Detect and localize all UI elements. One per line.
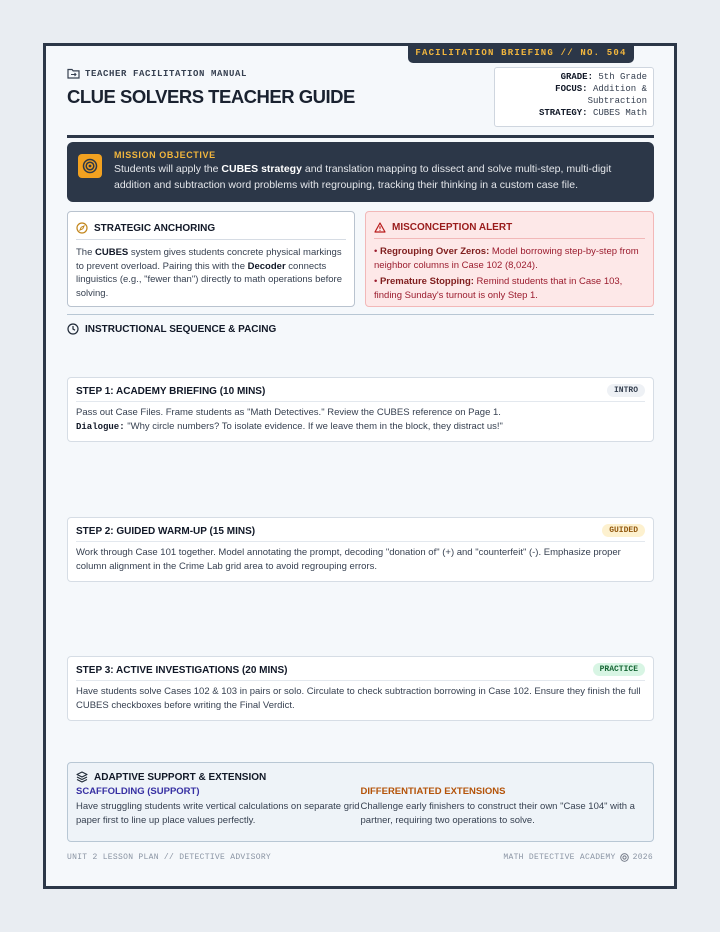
step-card-1 (67, 377, 654, 442)
dialogue-label: Dialogue: (76, 421, 125, 432)
support-heading (76, 771, 645, 783)
lesson-meta (494, 67, 654, 127)
manual-label-text: TEACHER FACILITATION MANUAL (85, 68, 248, 79)
misconception-item-2-text: Remind students that in Case 103, finding Sunday's turnout is only Step 1. (374, 276, 623, 301)
briefing-tab: FACILITATION BRIEFING // NO. 504 (408, 43, 634, 63)
target-icon (78, 154, 102, 178)
step-badge: PRACTICE (593, 663, 645, 676)
misconception-item-1-bold: Regrouping Over Zeros: (379, 246, 490, 257)
sequence-heading (67, 323, 276, 335)
mission-objective-panel (67, 142, 654, 202)
adaptive-support-panel (67, 762, 654, 842)
anchoring-heading (76, 222, 346, 240)
support-heading-text: ADAPTIVE SUPPORT & EXTENSION (94, 771, 267, 783)
extensions-column (361, 786, 646, 828)
mission-text-bold: CUBES strategy (221, 163, 302, 175)
mission-heading: MISSION OBJECTIVE (114, 150, 216, 160)
step-dialogue (76, 420, 645, 435)
folder-icon (67, 68, 80, 79)
anchoring-t2: system gives students concrete physical markings to prevent overload. Pairing this with the (76, 247, 342, 272)
focus-value-1: Addition & (592, 84, 647, 94)
focus-value-2: Subtraction (587, 96, 647, 106)
scaffolding-column (76, 786, 361, 828)
header-divider (67, 135, 654, 138)
clock-icon (67, 323, 79, 335)
sequence-heading-text: INSTRUCTIONAL SEQUENCE & PACING (85, 323, 277, 335)
strategic-anchoring-card (67, 211, 355, 307)
warning-triangle-icon (374, 222, 386, 233)
focus-label: FOCUS: (555, 84, 588, 94)
anchoring-t1: The (76, 247, 96, 258)
misconception-item-1-text: Model borrowing step-by-step from neighbor columns in Case 102 (8,024). (374, 246, 639, 271)
anchoring-b2: Decoder (247, 260, 286, 272)
misconception-heading (374, 222, 645, 239)
manual-label (67, 68, 247, 79)
mission-text (114, 162, 649, 193)
sequence-divider (67, 314, 654, 315)
step-card-3 (67, 656, 654, 721)
step-divider (76, 680, 645, 681)
step-title: STEP 2: GUIDED WARM-UP (15 MINS) (76, 526, 256, 537)
grade-label: GRADE: (560, 72, 593, 82)
step-text: Have students solve Cases 102 & 103 in pairs or solo. Circulate to check subtraction borrowing in Case 102. Ensure they finish the full CUBES checkboxes before writing the Final Verdict. (76, 686, 641, 711)
step-text: Pass out Case Files. Frame students as "Math Detectives." Review the CUBES reference on Page 1. (76, 407, 501, 418)
footer-year: 2026 (632, 853, 653, 862)
support-columns (76, 786, 645, 828)
step-title: STEP 1: ACADEMY BRIEFING (10 MINS) (76, 386, 266, 397)
mission-text-2: and translation mapping to dissect and solve multi-step, multi-digit addition and subtraction word problems with regrouping, tracking their thinking in a custom case file. (114, 163, 612, 191)
guide-page (43, 43, 677, 889)
scaffolding-text: Have struggling students write vertical calculations on separate grid paper first to line up place values perfectly. (76, 801, 360, 826)
extensions-heading: DIFFERENTIATED EXTENSIONS (360, 786, 506, 797)
dialogue-text: "Why circle numbers? To isolate evidence. If we leave them in the block, they distract us!" (124, 420, 503, 432)
strategy-label: STRATEGY: (538, 108, 588, 118)
footer-brand: MATH DETECTIVE ACADEMY (503, 853, 616, 862)
footer-right (503, 853, 653, 862)
scaffolding-heading: SCAFFOLDING (SUPPORT) (76, 786, 200, 797)
badge-icon (620, 853, 629, 862)
step-divider (76, 541, 645, 542)
step-divider (76, 401, 645, 402)
strategy-value: CUBES Math (592, 108, 647, 118)
anchoring-t3: connects linguistics (e.g., "fewer than") directly to math operations before solving. (76, 260, 343, 299)
step-text: Work through Case 101 together. Model annotating the prompt, decoding "donation of" (+) and "counterfeit" (-). Emphasize proper column alignment in the Crime Lab grid area to avoid regrouping errors. (76, 547, 621, 572)
misconception-alert-card (365, 211, 654, 307)
mission-text-1: Students will apply the (114, 163, 222, 175)
page-title: CLUE SOLVERS TEACHER GUIDE (67, 86, 355, 107)
compass-icon (76, 222, 88, 234)
anchoring-b1: CUBES (95, 247, 129, 258)
step-badge: GUIDED (602, 524, 645, 537)
step-title: STEP 3: ACTIVE INVESTIGATIONS (20 MINS) (76, 665, 288, 676)
misconception-heading-text: MISCONCEPTION ALERT (392, 222, 513, 233)
footer-left: UNIT 2 LESSON PLAN // DETECTIVE ADVISORY (67, 853, 272, 862)
step-badge: INTRO (607, 384, 645, 397)
step-card-2 (67, 517, 654, 582)
grade-value: 5th Grade (598, 72, 647, 82)
misconception-item: • Regrouping Over Zeros: Model borrowing step-by-step from neighbor columns in Case 102 (8,024). (374, 246, 639, 271)
misconception-item-2-bold: Premature Stopping: (379, 276, 474, 287)
anchoring-body (76, 246, 346, 300)
extensions-text: Challenge early finishers to construct their own "Case 104" with a partner, requiring two operations to solve. (360, 801, 635, 826)
anchoring-heading-text: STRATEGIC ANCHORING (94, 222, 216, 234)
layers-icon (76, 771, 88, 783)
misconception-item: • Premature Stopping: Remind students that in Case 103, finding Sunday's turnout is only Step 1. (374, 276, 623, 301)
